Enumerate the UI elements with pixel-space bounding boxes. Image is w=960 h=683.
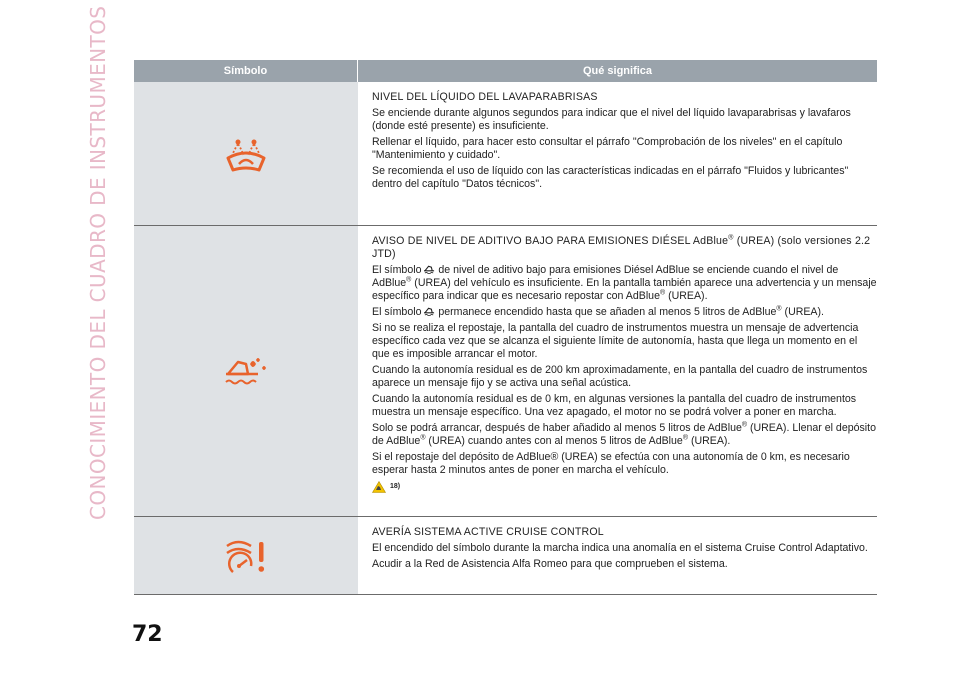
header-symbol: Símbolo <box>134 60 358 82</box>
row-paragraph: El encendido del símbolo durante la marcha indica una anomalía en el sistema Cruise Control Adaptativo. <box>372 542 868 554</box>
row-paragraph: Rellenar el líquido, para hacer esto consultar el párrafo "Comprobación de los niveles" en el capítulo "Mantenimiento y cuidado". <box>372 136 843 161</box>
row-paragraph: Cuando la autonomía residual es de 0 km, en algunas versiones la pantalla del cuadro de instrumentos muestra un mensaje específico. Una vez apagado, el motor no se podrá volver a poner en marcha. <box>372 393 857 418</box>
symbol-cell <box>134 517 358 594</box>
cruise-control-failure-icon <box>224 536 268 576</box>
table-header <box>134 60 877 82</box>
meaning-cell <box>358 82 877 225</box>
row-paragraph: Solo se podrá arrancar, después de haber añadido al menos 5 litros de AdBlue® (UREA). Llenar el depósito de AdBlue® (UREA) cuando antes con al menos 5 litros de AdBlue® (UREA). <box>372 421 876 447</box>
meaning-cell <box>358 226 877 516</box>
row-title: AVERÍA SISTEMA ACTIVE CRUISE CONTROL <box>372 526 604 538</box>
table-row <box>134 82 877 226</box>
table-row <box>134 517 877 595</box>
chapter-side-title: CONOCIMIENTO DEL CUADRO DE INSTRUMENTOS <box>86 5 110 520</box>
adblue-inline-icon <box>424 306 435 316</box>
meaning-cell <box>358 517 877 594</box>
row-paragraph: El símbolo de nivel de aditivo bajo para emisiones Diésel AdBlue se enciende cuando el nivel de AdBlue® (UREA) del vehículo es insuficiente. En la pantalla también aparece una advertencia y un mensaje específico para indicar que es necesario repostar con AdBlue® (UREA). <box>372 264 877 302</box>
symbol-cell <box>134 226 358 516</box>
row-title: NIVEL DEL LÍQUIDO DEL LAVAPARABRISAS <box>372 91 598 103</box>
header-meaning: Qué significa <box>582 65 653 77</box>
windscreen-washer-fluid-icon <box>224 134 268 174</box>
row-paragraph: Si el repostaje del depósito de AdBlue® (UREA) se efectúa con una autonomía de 0 km, es necesario esperar hasta 2 minutos antes de poner en marcha el vehículo. <box>372 451 850 476</box>
row-title: AVISO DE NIVEL DE ADITIVO BAJO PARA EMISIONES DIÉSEL AdBlue® (UREA) (solo versiones 2.2 JTD) <box>372 234 871 260</box>
page-number: 72 <box>132 622 163 647</box>
symbols-table <box>134 60 877 595</box>
row-paragraph: Si no se realiza el repostaje, la pantalla del cuadro de instrumentos muestra un mensaje de advertencia específico cada vez que se alcanza el siguiente límite de autonomía, hasta que llega un momento en el que es imposible arrancar el motor. <box>372 322 859 360</box>
row-paragraph: Acudir a la Red de Asistencia Alfa Romeo para que comprueben el sistema. <box>372 558 728 570</box>
warning-triangle-icon <box>372 481 386 493</box>
warning-ref-number: 18) <box>390 483 401 490</box>
row-paragraph: El símbolo permanece encendido hasta que se añaden al menos 5 litros de AdBlue® (UREA). <box>372 305 824 318</box>
adblue-inline-icon <box>424 264 435 274</box>
adblue-low-level-icon <box>224 354 268 388</box>
table-row <box>134 226 877 517</box>
row-paragraph: Se recomienda el uso de líquido con las características indicadas en el párrafo "Fluidos y lubricantes" dentro del capítulo "Datos técnicos". <box>372 165 849 190</box>
warning-reference[interactable] <box>372 480 877 493</box>
row-paragraph: Se enciende durante algunos segundos para indicar que el nivel del líquido lavaparabrisas y lavafaros (donde esté presente) es insuficiente. <box>372 107 851 132</box>
row-paragraph: Cuando la autonomía residual es de 200 km aproximadamente, en la pantalla del cuadro de instrumentos aparece un mensaje fijo y se activa una señal acústica. <box>372 364 868 389</box>
symbol-cell <box>134 82 358 225</box>
